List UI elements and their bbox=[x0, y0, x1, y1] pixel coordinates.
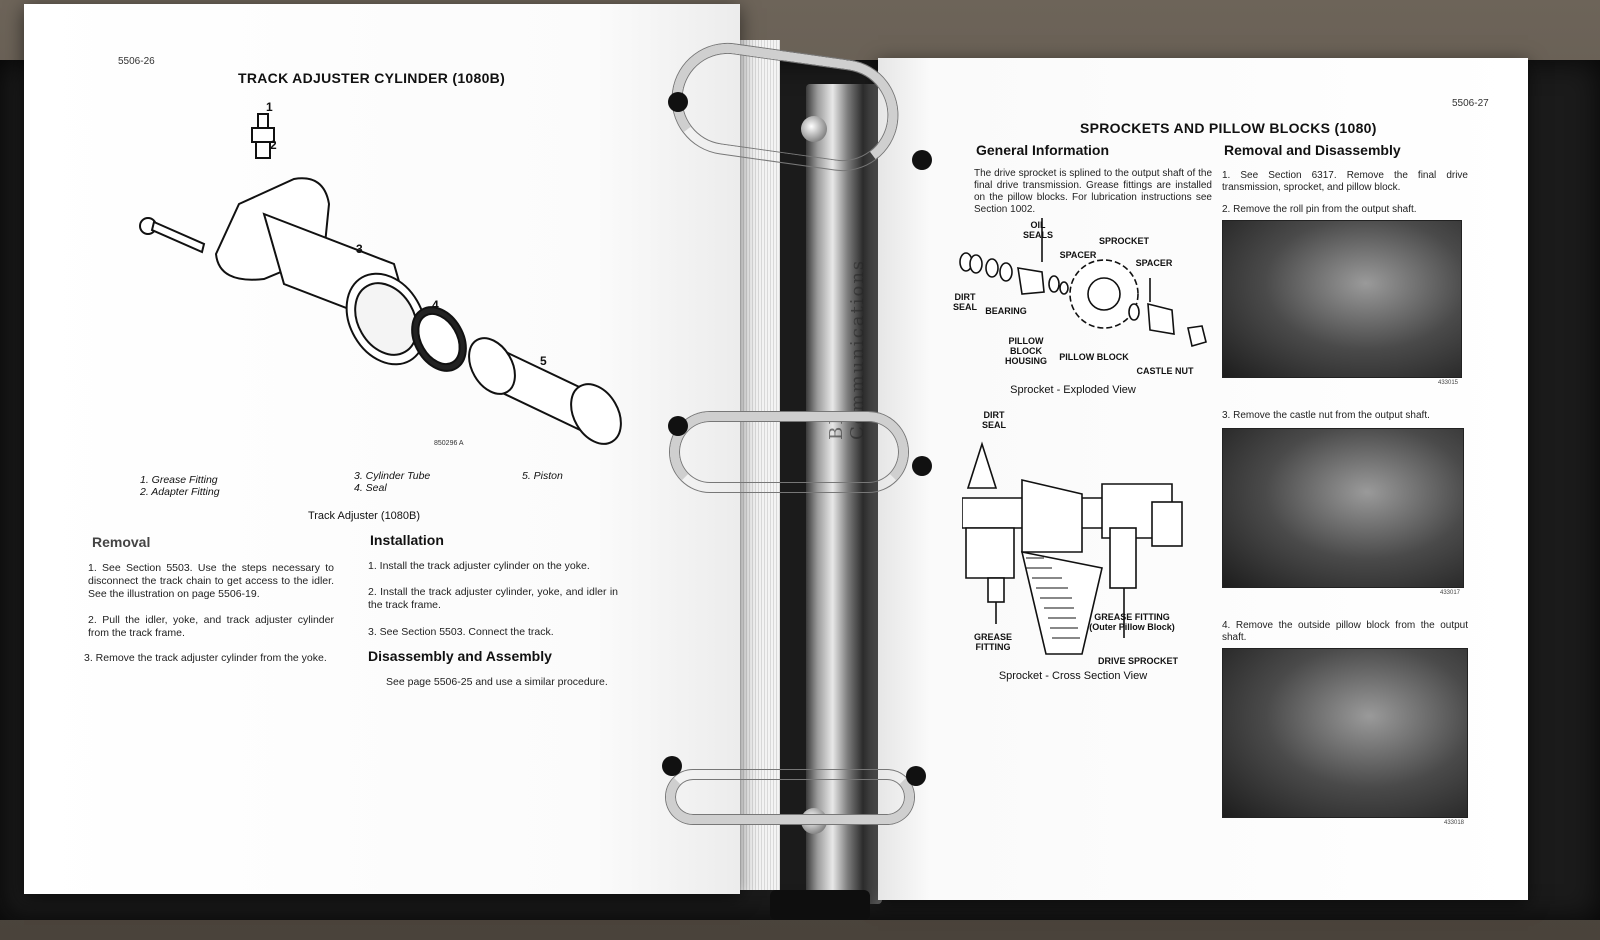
installation-step-1: 1. Install the track adjuster cylinder on the yoke. bbox=[368, 560, 590, 572]
label-spacer-2: SPACER bbox=[1135, 258, 1173, 268]
photo-pillow-block bbox=[1222, 648, 1468, 818]
page-title-right: SPROCKETS AND PILLOW BLOCKS (1080) bbox=[1080, 120, 1377, 136]
legend-col-3: 5. Piston bbox=[522, 470, 563, 482]
general-text: The drive sprocket is splined to the output shaft of the final drive transmission. Grease fittings are installed on the pillow blocks. For lubrication instructions see Section 1002. bbox=[974, 168, 1212, 215]
punch-hole bbox=[912, 150, 932, 170]
rd-step-2: 2. Remove the roll pin from the output shaft. bbox=[1222, 204, 1417, 215]
label-oil-seals: OIL SEALS bbox=[1022, 220, 1053, 240]
label-pillow-block: PILLOW BLOCK bbox=[1059, 352, 1129, 362]
rd-step-3: 3. Remove the castle nut from the output shaft. bbox=[1222, 410, 1430, 421]
callout-3: 3 bbox=[356, 242, 363, 256]
binder-ring-middle bbox=[670, 412, 908, 492]
label-dirt-seal-cross: DIRT SEAL bbox=[981, 410, 1006, 430]
label-spacer-1: SPACER bbox=[1059, 250, 1097, 260]
general-heading: General Information bbox=[976, 142, 1110, 158]
rd-step-4: 4. Remove the outside pillow block from the output shaft. bbox=[1222, 620, 1468, 643]
photo-id-2: 433017 bbox=[1440, 590, 1461, 596]
photo-id-1: 433015 bbox=[1438, 380, 1459, 386]
removal-heading: Removal bbox=[92, 534, 151, 550]
left-page bbox=[24, 4, 740, 894]
binder-ring-bottom bbox=[666, 770, 914, 824]
figure-code: 850296 A bbox=[434, 440, 464, 447]
punch-hole bbox=[912, 456, 932, 476]
callout-4: 4 bbox=[432, 298, 439, 312]
punch-hole bbox=[668, 416, 688, 436]
callout-1: 1 bbox=[266, 100, 273, 114]
label-grease-fitting-outer: GREASE FITTING (Outer Pillow Block) bbox=[1089, 612, 1175, 632]
spine-brand: BE Communications bbox=[826, 258, 868, 440]
removal-step-3: 3. Remove the track adjuster cylinder from the yoke. bbox=[84, 652, 327, 664]
label-sprocket: SPROCKET bbox=[1098, 236, 1149, 246]
cross-caption: Sprocket - Cross Section View bbox=[998, 670, 1148, 682]
label-drive-sprocket: DRIVE SPROCKET bbox=[1097, 656, 1178, 666]
removal-step-1: 1. See Section 5503. Use the steps necessary to disconnect the track chain to get access to the idler. See the illustration on page 5506-19. bbox=[88, 562, 334, 600]
track-adjuster-diagram bbox=[124, 94, 644, 454]
page-number-right: 5506-27 bbox=[1452, 98, 1489, 109]
removal-step-2: 2. Pull the idler, yoke, and track adjuster cylinder from the track frame. bbox=[88, 614, 334, 639]
figure-caption: Track Adjuster (1080B) bbox=[307, 510, 421, 522]
callout-5: 5 bbox=[540, 354, 547, 368]
page-title: TRACK ADJUSTER CYLINDER (1080B) bbox=[238, 70, 506, 86]
photo-roll-pin bbox=[1222, 220, 1462, 378]
punch-hole bbox=[668, 92, 688, 112]
disassembly-heading: Disassembly and Assembly bbox=[368, 648, 552, 664]
binder-clip bbox=[770, 890, 870, 920]
callout-2: 2 bbox=[270, 138, 277, 152]
legend-col-2: 3. Cylinder Tube 4. Seal bbox=[354, 470, 431, 494]
label-bearing: BEARING bbox=[985, 306, 1027, 316]
label-grease-fitting: GREASE FITTING bbox=[973, 632, 1012, 652]
rd-step-1: 1. See Section 6317. Remove the final drive transmission, sprocket, and pillow block. bbox=[1222, 170, 1468, 193]
label-castle-nut: CASTLE NUT bbox=[1136, 366, 1194, 376]
page-number: 5506-26 bbox=[118, 56, 155, 67]
installation-step-3: 3. See Section 5503. Connect the track. bbox=[368, 626, 554, 638]
installation-heading: Installation bbox=[370, 532, 444, 548]
punch-hole bbox=[662, 756, 682, 776]
legend-col-1: 1. Grease Fitting 2. Adapter Fitting bbox=[140, 474, 220, 498]
photo-castle-nut bbox=[1222, 428, 1464, 588]
right-page bbox=[878, 58, 1528, 900]
punch-hole bbox=[906, 766, 926, 786]
label-pillow-block-housing: PILLOW BLOCK HOUSING bbox=[1004, 336, 1047, 366]
removal-disassembly-heading: Removal and Disassembly bbox=[1224, 142, 1401, 158]
photo-id-3: 433018 bbox=[1444, 820, 1465, 826]
disassembly-text: See page 5506-25 and use a similar procedure. bbox=[386, 676, 608, 688]
label-dirt-seal: DIRT SEAL bbox=[952, 292, 977, 312]
exploded-caption: Sprocket - Exploded View bbox=[1010, 384, 1136, 396]
installation-step-2: 2. Install the track adjuster cylinder, yoke, and idler in the track frame. bbox=[368, 586, 618, 611]
